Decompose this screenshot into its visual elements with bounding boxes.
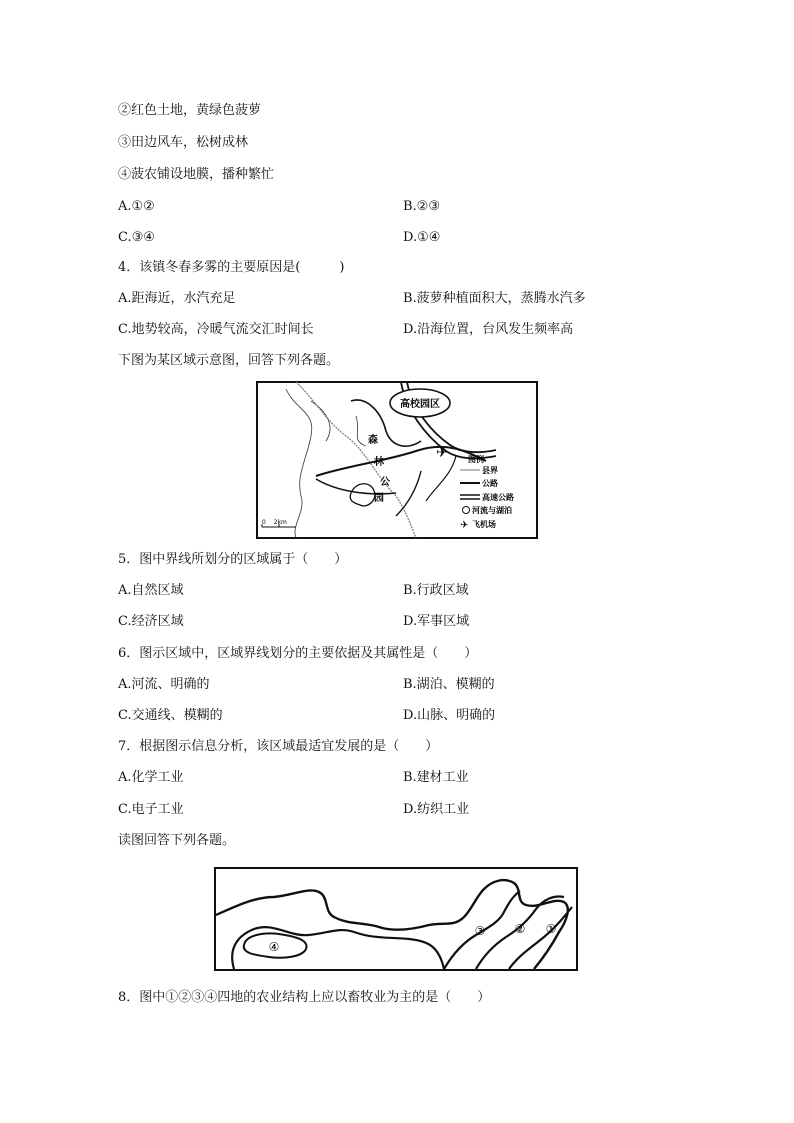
q7-option-a: A.化学工业 — [118, 770, 184, 785]
q5-option-a: A.自然区域 — [118, 583, 184, 598]
park-char-3: 公 — [380, 477, 390, 488]
q6-stem: 6．图示区域中，区域界线划分的主要依据及其属性是（ ） — [118, 646, 478, 661]
q7-option-c: C.电子工业 — [118, 802, 184, 817]
map2-label-4: ④ — [268, 940, 280, 954]
park-char-2: 林 — [374, 457, 384, 468]
q6-option-c: C.交通线、模糊的 — [118, 708, 223, 723]
q7-option-b: B.建材工业 — [403, 770, 469, 785]
q7-stem: 7．根据图示信息分析，该区域最适宜发展的是（ ） — [118, 739, 439, 754]
china-region-map — [214, 867, 578, 971]
q8-stem: 8．图中①②③④四地的农业结构上应以畜牧业为主的是（ ） — [118, 990, 491, 1005]
campus-label: 高校园区 — [400, 399, 440, 410]
q4-option-b: B.菠萝种植面积大，蒸腾水汽多 — [403, 291, 586, 306]
q6-option-b: B.湖泊、模糊的 — [403, 677, 495, 692]
q5-option-d: D.军事区域 — [403, 614, 470, 629]
legend-title: 图例 — [468, 455, 484, 464]
legend-airport-icon: ✈ — [460, 520, 469, 531]
region-map — [256, 381, 538, 539]
scale-label: 0 2km — [262, 519, 287, 526]
q4-option-a: A.距海近，水汽充足 — [118, 291, 236, 306]
q3-option-c: C.③④ — [118, 230, 155, 245]
q6-option-a: A.河流、明确的 — [118, 677, 210, 692]
q3-option-a: A.①② — [118, 199, 155, 214]
map2-label-3: ③ — [474, 924, 486, 938]
q4-stem: 4．该镇冬春多雾的主要原因是( ) — [118, 260, 345, 275]
legend-highway: 高速公路 — [482, 493, 514, 502]
airport-icon: ✈ — [436, 445, 448, 461]
intro-1: 下图为某区域示意图，回答下列各题。 — [118, 353, 340, 368]
legend-road: 公路 — [482, 479, 498, 488]
q7-option-d: D.纺织工业 — [403, 802, 470, 817]
intro-2: 读图回答下列各题。 — [118, 833, 236, 848]
legend-river: 河流与湖泊 — [472, 506, 512, 515]
legend-airport: 飞机场 — [472, 520, 496, 529]
q4-option-d: D.沿海位置，台风发生频率高 — [403, 322, 574, 337]
q5-stem: 5．图中界线所划分的区域属于（ ） — [118, 552, 348, 567]
park-char-1: 森 — [368, 435, 378, 446]
park-char-4: 园 — [374, 493, 384, 504]
q5-option-b: B.行政区域 — [403, 583, 469, 598]
legend-county: 县界 — [482, 466, 498, 475]
map2-label-1: ① — [545, 922, 557, 936]
line-2: ②红色土地，黄绿色菠萝 — [118, 103, 262, 118]
map2-label-2: ② — [514, 922, 526, 936]
q6-option-d: D.山脉、明确的 — [403, 708, 496, 723]
q3-option-b: B.②③ — [403, 199, 440, 214]
line-3: ③田边风车，松树成林 — [118, 135, 249, 150]
q3-option-d: D.①④ — [403, 230, 441, 245]
q4-option-c: C.地势较高，冷暖气流交汇时间长 — [118, 322, 314, 337]
line-4: ④菠农铺设地膜，播种繁忙 — [118, 167, 275, 182]
q5-option-c: C.经济区域 — [118, 614, 184, 629]
